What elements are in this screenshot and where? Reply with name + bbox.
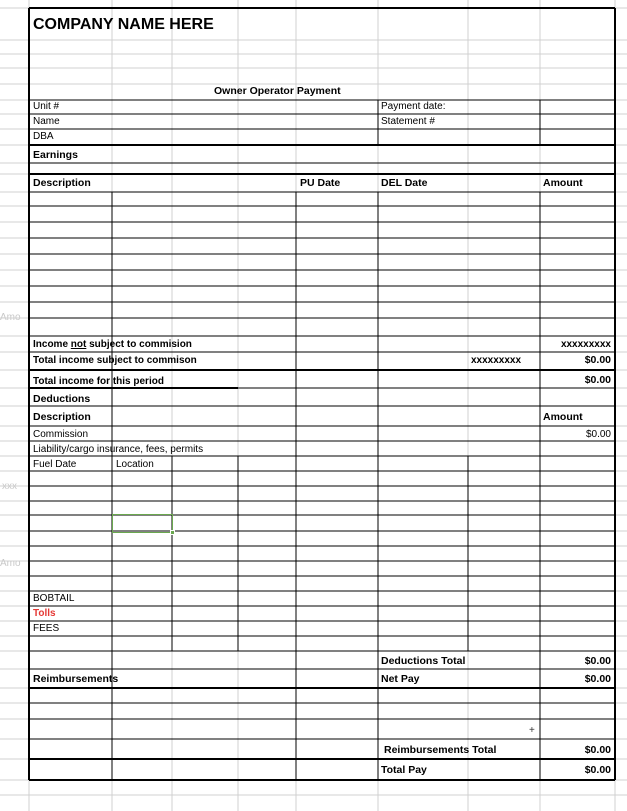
net-pay-amount[interactable]: $0.00 (584, 673, 611, 685)
commission-amount[interactable]: $0.00 (585, 429, 611, 440)
company-name: COMPANY NAME HERE (33, 16, 214, 33)
deductions-col-amount: Amount (543, 411, 583, 423)
income-not-pre: Income (33, 339, 71, 350)
earnings-title: Earnings (33, 149, 78, 161)
income-not-em: not (70, 339, 87, 350)
fees-label[interactable]: FEES (33, 623, 60, 634)
reimbursements-title: Reimbursements (33, 673, 119, 685)
background-text-amo-2: Amo (0, 558, 21, 569)
form-borders (29, 8, 615, 780)
text-layer (33, 16, 611, 776)
statement-label[interactable]: Statement # (381, 116, 435, 127)
reimbursements-total-label[interactable]: Reimbursements Total (384, 744, 497, 756)
total-pay-label[interactable]: Total Pay (381, 764, 427, 776)
deductions-col-description: Description (33, 411, 91, 423)
commission-label[interactable]: Commission (33, 429, 89, 440)
earnings-col-amount: Amount (543, 177, 583, 189)
total-income-period-label[interactable]: Total income for this period (33, 376, 164, 387)
fill-handle[interactable] (170, 530, 175, 535)
dba-label[interactable]: DBA (33, 131, 54, 142)
fuel-date-label[interactable]: Fuel Date (33, 459, 77, 470)
net-pay-label[interactable]: Net Pay (381, 673, 420, 685)
income-not-subject-amount[interactable]: xxxxxxxxx (560, 339, 611, 350)
tolls-label[interactable]: Tolls (33, 608, 56, 619)
deductions-total-amount[interactable]: $0.00 (584, 655, 611, 667)
total-income-subject-placeholder[interactable]: xxxxxxxxx (471, 355, 522, 366)
earnings-col-del-date: DEL Date (381, 177, 428, 189)
unit-label[interactable]: Unit # (33, 101, 60, 112)
earnings-col-description: Description (33, 177, 91, 189)
income-not-subject-label[interactable] (33, 339, 192, 350)
deductions-title: Deductions (33, 393, 91, 405)
background-text-amo-1: Amo (0, 312, 21, 323)
location-label[interactable]: Location (116, 459, 154, 470)
income-not-post: subject to commision (86, 339, 192, 350)
reimbursements-total-amount[interactable]: $0.00 (584, 744, 611, 756)
total-pay-amount[interactable]: $0.00 (584, 764, 611, 776)
name-label[interactable]: Name (33, 116, 60, 127)
total-income-period-amount[interactable]: $0.00 (584, 374, 611, 386)
liability-label[interactable]: Liability/cargo insurance, fees, permits (33, 444, 204, 455)
payment-date-label[interactable]: Payment date: (381, 101, 446, 112)
form-title: Owner Operator Payment (214, 85, 341, 97)
background-text-xxx: xxx (2, 481, 17, 492)
selected-cell[interactable] (112, 514, 173, 533)
bobtail-label[interactable]: BOBTAIL (33, 593, 75, 604)
total-income-subject-amount[interactable]: $0.00 (584, 354, 611, 366)
total-income-subject-label[interactable]: Total income subject to commison (33, 355, 197, 366)
earnings-col-pu-date: PU Date (300, 177, 341, 189)
cursor-crosshair-icon: + (529, 725, 535, 736)
deductions-total-label[interactable]: Deductions Total (381, 655, 466, 667)
